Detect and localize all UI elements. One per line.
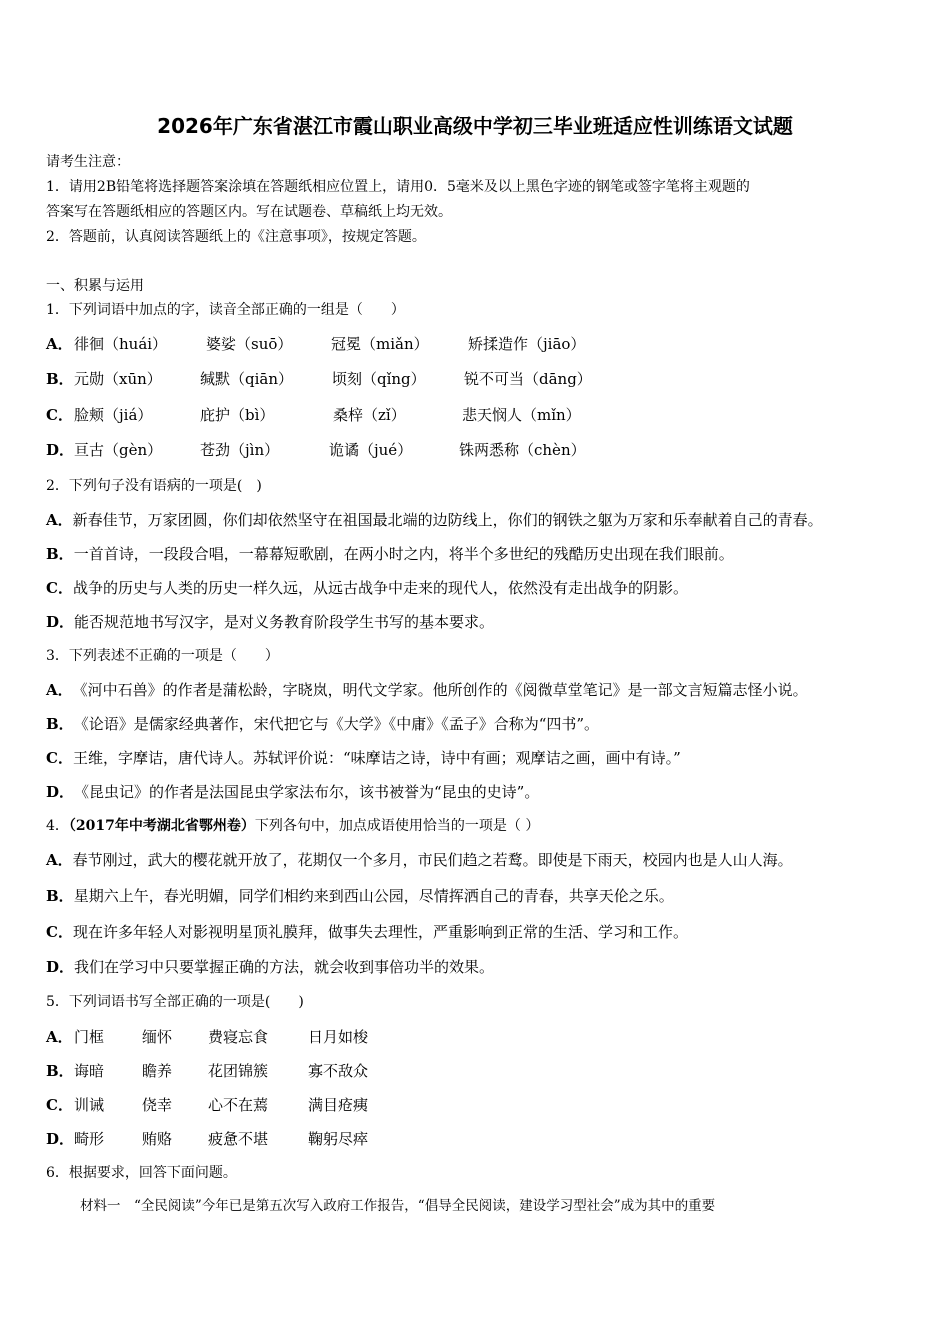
question-1-option-c [46,405,906,427]
option-item: 侥幸 [142,1096,173,1114]
option-item: 缄默（qiān） [200,370,294,388]
question-4-option-c [46,922,688,942]
notice-line-3: 2．答题前，认真阅读答题纸上的《注意事项》，按规定答题。 [46,229,426,245]
option-item: 矫揉造作（jiāo） [468,335,586,353]
option-label: C． [46,406,73,424]
question-1-option-b [46,369,906,391]
question-3-stem: 3．下列表述不正确的一项是（ ） [46,648,279,664]
option-text: 一首首诗，一段段合唱，一幕幕短歌剧，在两小时之内，将半个多世纪的残酷历史出现在我们眼前。 [73,545,734,563]
option-text: 我们在学习中只要掌握正确的方法，就会收到事倍功半的效果。 [74,958,495,976]
option-text: 《昆虫记》的作者是法国昆虫学家法布尔，该书被誉为“昆虫的史诗”。 [74,783,540,801]
option-text: 《河中石兽》的作者是蒲松龄，字晓岚，明代文学家。他所创作的《阅微草堂笔记》是一部文言短篇志怪小说。 [72,681,808,699]
question-3-option-c [46,748,681,768]
question-5-option-a [46,1027,546,1049]
option-item: 庇护（bì） [200,406,275,424]
option-item: 门框 [74,1028,105,1046]
option-item: 诡谲（jué） [329,441,413,459]
option-item: 悲天悯人（mǐn） [462,406,581,424]
option-item: 脸颊（jiá） [74,406,153,424]
notice-heading: 请考生注意： [46,154,130,170]
option-label: D． [46,441,75,459]
option-text: 新春佳节，万家团圆，你们却依然坚守在祖国最北端的边防线上，你们的钢铁之躯为万家和乐奉献着自己的青春。 [72,511,823,529]
option-text: 王维，字摩诘，唐代诗人。苏轼评价说：“味摩诘之诗，诗中有画；观摩诘之画，画中有诗。” [72,749,681,767]
option-item: 寡不敌众 [308,1062,369,1080]
option-item: 鞠躬尽瘁 [308,1130,369,1148]
option-item: 铢两悉称（chèn） [459,441,586,459]
question-6-stem: 6．根据要求，回答下面问题。 [46,1165,237,1181]
option-text: 现在许多年轻人对影视明星顶礼膜拜，做事失去理性，严重影响到正常的生活、学习和工作。 [72,923,688,941]
question-2-option-c [46,578,688,598]
question-text: 下列各句中，加点成语使用恰当的一项是（ ） [254,818,540,834]
option-label: D． [46,613,75,631]
question-4-stem [46,816,539,836]
option-label: A． [46,335,73,353]
option-label: B． [46,370,74,388]
question-2-option-b [46,544,734,564]
option-label: A． [46,1028,73,1046]
option-label: C． [46,579,73,597]
option-item: 贿赂 [142,1130,173,1148]
option-item: 满目疮痍 [308,1096,369,1114]
question-5-option-b [46,1061,546,1083]
option-label: B． [46,887,74,905]
question-5-option-d [46,1129,546,1151]
page-title: 2026年广东省湛江市霞山职业高级中学初三毕业班适应性训练语文试题 [157,114,793,138]
question-3-option-a [46,680,808,700]
option-item: 诲暗 [74,1062,105,1080]
notice-line-1: 1．请用2B铅笔将选择题答案涂填在答题纸相应位置上，请用0．5毫米及以上黑色字迹的钢笔或签字笔将主观题的 [46,179,750,195]
option-item: 训诫 [74,1096,105,1114]
option-text: 《论语》是儒家经典著作，宋代把它与《大学》《中庸》《孟子》合称为“四书”。 [73,715,600,733]
material-one: 材料一 “全民阅读”今年已是第五次写入政府工作报告，“倡导全民阅读，建设学习型社会”成为其中的重要 [80,1198,716,1214]
question-2-stem: 2．下列句子没有语病的一项是( ) [46,478,262,494]
option-item: 桑梓（zǐ） [333,406,406,424]
question-4-option-d [46,957,494,977]
option-label: C． [46,749,73,767]
question-5-stem: 5．下列词语书写全部正确的一项是( ) [46,994,304,1010]
notice-line-2: 答案写在答题纸相应的答题区内。写在试题卷、草稿纸上均无效。 [46,204,452,220]
option-item: 亘古（gèn） [74,441,163,459]
question-1-option-d [46,440,906,462]
option-text: 星期六上午，春光明媚，同学们相约来到西山公园，尽情挥洒自己的青春，共享天伦之乐。 [73,887,674,905]
question-3-option-b [46,714,599,734]
option-item: 疲惫不堪 [208,1130,269,1148]
option-label: D． [46,958,75,976]
option-item: 苍劲（jìn） [200,441,280,459]
option-item: 日月如梭 [308,1028,369,1046]
question-3-option-d [46,782,539,802]
option-text: 能否规范地书写汉字，是对义务教育阶段学生书写的基本要求。 [74,613,495,631]
question-5-option-c [46,1095,546,1117]
question-1-option-a [46,334,906,356]
option-item: 元勋（xūn） [74,370,162,388]
option-label: A． [46,681,73,699]
option-label: A． [46,851,73,869]
question-1-stem: 1．下列词语中加点的字，读音全部正确的一组是（ ） [46,302,405,318]
question-2-option-d [46,612,494,632]
option-label: B． [46,715,74,733]
option-label: B． [46,1062,74,1080]
option-item: 花团锦簇 [208,1062,269,1080]
option-item: 锐不可当（dāng） [464,370,592,388]
question-4-option-b [46,886,674,906]
option-item: 费寝忘食 [208,1028,269,1046]
option-label: D． [46,783,75,801]
option-item: 瞻养 [142,1062,173,1080]
option-item: 婆娑（suō） [206,335,293,353]
question-4-option-a [46,850,793,870]
option-label: C． [46,923,73,941]
section-heading: 一、积累与运用 [46,278,144,294]
question-number: 4． [46,818,69,834]
option-label: D． [46,1130,75,1148]
option-text: 战争的历史与人类的历史一样久远，从远古战争中走来的现代人，依然没有走出战争的阴影。 [72,579,688,597]
option-item: 心不在蔫 [208,1096,269,1114]
option-item: 徘徊（huái） [74,335,168,353]
option-item: 顷刻（qǐng） [332,370,426,388]
option-item: 缅怀 [142,1028,173,1046]
question-source: （2017年中考湖北省鄂州卷） [68,818,255,834]
option-text: 春节刚过，武大的樱花就开放了，花期仅一个多月，市民们趋之若鹜。即使是下雨天，校园内也是人山人海。 [72,851,793,869]
option-label: A． [46,511,73,529]
option-item: 畸形 [74,1130,105,1148]
question-2-option-a [46,510,823,530]
option-label: B． [46,545,74,563]
option-item: 冠冕（miǎn） [331,335,429,353]
option-label: C． [46,1096,73,1114]
